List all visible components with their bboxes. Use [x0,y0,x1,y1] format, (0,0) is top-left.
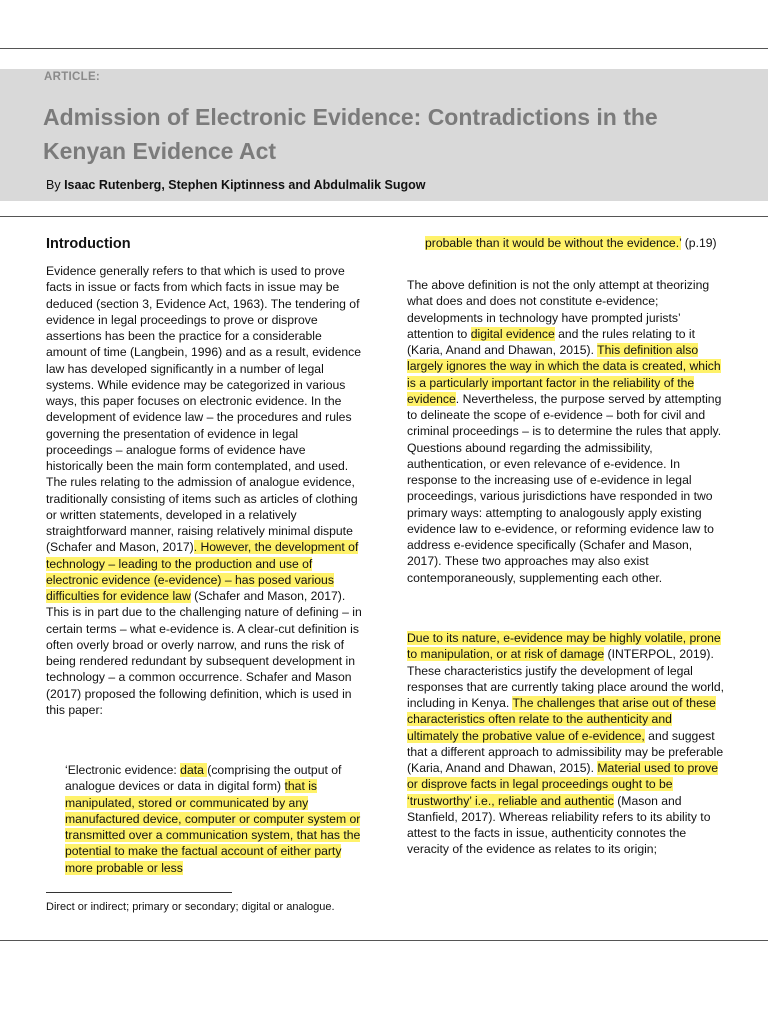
right-p1-text: The above definition is not the only attempt at theorizing what does and does not constitute e-evidence; developments in technology have prompted jurists’ attention to [407,278,710,341]
right-p1-highlight: This definition also largely ignores the way in which the data is created, which is a particularly important factor in the reliability of the evidence [407,343,721,406]
byline [46,178,425,192]
right-column-paragraph-1 [407,277,725,586]
footnote: Direct or indirect; primary or secondary; digital or analogue. [46,901,335,913]
right-p2-text: (Mason and Stanfield, 2017). Whereas reliability refers to its ability to attest to the facts in issue, authenticity connotes the veracity of the evidence as relates to its origin; [407,793,711,857]
left-p1-text: (Schafer and Mason, 2017). This is in part due to the challenging nature of defining – in certain terms – what e-evidence is. A clear-cut definition is often overly broad or overly narrow, and runs the risk of being rendered redundant by subsequent development in technology – a common occurrence. Schafer and Mason (2017) proposed the following definition, which is used in this paper: [46,589,362,717]
byline-authors: Isaac Rutenberg, Stephen Kiptinness and Abdulmalik Sugow [64,178,426,192]
right-column-continuation [407,235,719,251]
quote-text: (comprising the output of analogue devices or data in digital form) [65,763,342,794]
left-p1-highlight: . However, the development of technology – leading to the production and use of electronic evidence (e-evidence) – has posed various difficulties for evidence law [46,540,359,603]
definition-quote [65,762,365,876]
right-p2-highlight: The challenges that arise out of these characteristics often relate to the authenticity and ultimately the probative value of e-evidence, [407,696,716,743]
byline-prefix: By [46,178,65,192]
right-paragraph-1 [407,277,725,586]
article-title: Admission of Electronic Evidence: Contradictions in the Kenyan Evidence Act [43,104,658,164]
quote-highlight: data [180,763,208,777]
bottom-rule [0,940,768,941]
right-paragraph-2 [407,630,725,858]
right-p2-text: (INTERPOL, 2019). These characteristics justify the development of legal responses that are currently taking place around the world, including in Kenya. [407,647,725,710]
top-rule [0,48,768,49]
footnote-rule [46,892,232,893]
right-p0-text: (p.19) [681,236,717,250]
header-rule [0,216,768,217]
left-p1-text: Evidence generally refers to that which is used to prove facts in issue or facts from which facts in issue may be deduced (section 3, Evidence Act, 1963). The tendering of evidence in legal proceedings to prove or disprove assertions has been the practice for a considerable amount of time (Langbein, 1996) and as a result, evidence law has developed significantly in a number of legal systems. While evidence may be categorized in various ways, this paper focuses on electronic evidence. In the development of evidence law – the procedures and rules governing the presentation of evidence in legal proceedings – analogue forms of evidence have historically been the main form contemplated, and used. The rules relating to the admission of analogue evidence, traditionally consisting of items such as articles of clothing or written statements, developed in a relatively straightforward manner, raising relatively minimal dispute (Schafer and Mason, 2017) [46,264,362,555]
block-quote [65,762,365,876]
quote-text: ‘Electronic evidence: [65,763,181,777]
left-paragraph-1 [46,263,364,718]
right-p1-text: . Nevertheless, the purpose served by attempting to delineate the scope of e-evidence – both for civil and criminal proceedings – is to determine the rules that apply. Questions abound regarding the admissibility, authentication, or even relevance of e-evidence. In response to the increasing use of e-evidence in legal proceedings, various jurisdictions have responded in two primary ways: attempting to analogously apply existing evidence law to e-evidence, or reforming evidence law to address e-evidence specifically (Schafer and Mason, 2017). These two approaches may also exist contemporaneously, supplementing each other. [407,391,722,585]
right-paragraph-0 [407,235,719,251]
article-label: ARTICLE: [44,71,101,83]
quote-highlight: that is manipulated, stored or communicated by any manufactured device, computer or computer system or transmitted over a communication system, that has the potential to make the factual account of either party more probable or less [65,779,361,875]
right-p1-text: and the rules relating to it (Karia, Anand and Dhawan, 2015). [407,326,695,357]
right-p2-text: and suggest that a different approach to admissibility may be preferable (Karia, Anand and Dhawan, 2015). [407,728,724,775]
right-p2-highlight: Due to its nature, e-evidence may be highly volatile, prone to manipulation, or at risk of damage [407,631,721,662]
right-p0-highlight: probable than it would be without the evidence.’ [425,236,682,250]
left-column-paragraph [46,263,364,718]
right-column-paragraph-2 [407,630,725,858]
right-p1-highlight: digital evidence [470,326,555,341]
section-heading: Introduction [46,236,131,252]
right-p2-highlight: Material used to prove or disprove facts in legal proceedings ought to be ‘trustworthy’ i.e., reliable and authentic [407,761,718,808]
